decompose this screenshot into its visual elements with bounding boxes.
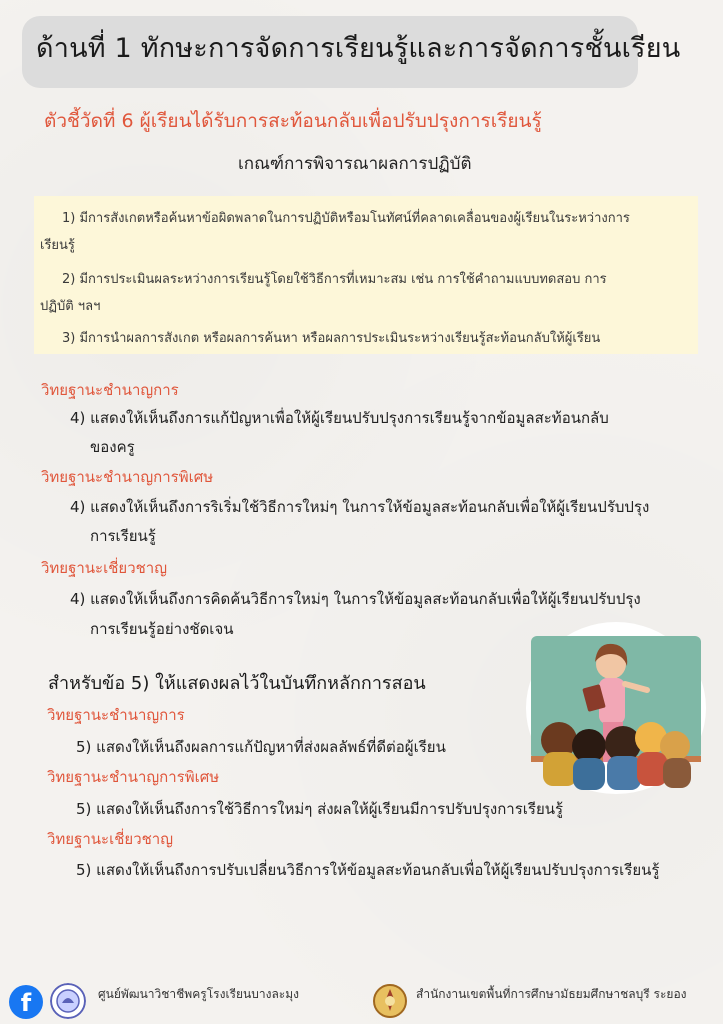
section4-item: การเรียนรู้ [90,527,156,545]
criteria-line: เรียนรู้ [40,238,75,253]
facebook-icon[interactable]: f [9,985,43,1019]
page-title: ด้านที่ 1 ทักษะการจัดการเรียนรู้และการจัดการชั้นเรียน [36,33,681,64]
school-seal-icon [50,983,86,1019]
teacher-classroom-illustration [525,620,707,796]
level-label-specialist: วิทยฐานะเชี่ยวชาญ [47,830,174,848]
level-label-specialist: วิทยฐานะเชี่ยวชาญ [41,559,168,577]
level-label-senior-expert: วิทยฐานะชำนาญการพิเศษ [47,768,220,786]
level-label-expert: วิทยฐานะชำนาญการ [41,381,179,399]
section5-note: สำหรับข้อ 5) ให้แสดงผลไว้ในบันทึกหลักการสอน [48,673,426,694]
footer-office-name: สำนักงานเขตพื้นที่การศึกษามัธยมศึกษาชลบุรี ระยอง [416,987,687,1001]
office-emblem-icon [372,983,408,1019]
level-label-senior-expert: วิทยฐานะชำนาญการพิเศษ [41,468,214,486]
section5-item: 5) แสดงให้เห็นถึงการใช้วิธีการใหม่ๆ ส่งผลให้ผู้เรียนมีการปรับปรุงการเรียนรู้ [76,800,564,818]
section5-item: 5) แสดงให้เห็นถึงการปรับเปลี่ยนวิธีการให้ข้อมูลสะท้อนกลับเพื่อให้ผู้เรียนปรับปรุงการเรียนรู้ [76,861,660,879]
criteria-heading: เกณฑ์การพิจารณาผลการปฏิบัติ [238,154,472,174]
section4-item: 4) แสดงให้เห็นถึงการแก้ปัญหาเพื่อให้ผู้เรียนปรับปรุงการเรียนรู้จากข้อมูลสะท้อนกลับ [70,409,609,427]
criteria-line: 3) มีการนำผลการสังเกต หรือผลการค้นหา หรือผลการประเมินระหว่างเรียนรู้สะท้อนกลับให้ผู้เรียน [62,331,601,346]
section4-item: 4) แสดงให้เห็นถึงการคิดค้นวิธีการใหม่ๆ ในการให้ข้อมูลสะท้อนกลับเพื่อให้ผู้เรียนปรับปรุง [70,590,641,608]
level-label-expert: วิทยฐานะชำนาญการ [47,706,185,724]
footer-center-name: ศูนย์พัฒนาวิชาชีพครูโรงเรียนบางละมุง [98,987,300,1001]
criteria-line: 2) มีการประเมินผลระหว่างการเรียนรู้โดยใช้วิธีการที่เหมาะสม เช่น การใช้คำถามแบบทดสอบ การ [62,272,607,287]
section5-item: 5) แสดงให้เห็นถึงผลการแก้ปัญหาที่ส่งผลลัพธ์ที่ดีต่อผู้เรียน [76,738,446,756]
criteria-line: ปฏิบัติ ฯลฯ [40,299,101,314]
indicator-heading: ตัวชี้วัดที่ 6 ผู้เรียนได้รับการสะท้อนกลับเพื่อปรับปรุงการเรียนรู้ [44,110,542,132]
section4-item: ของครู [90,438,135,456]
criteria-line: 1) มีการสังเกตหรือค้นหาข้อผิดพลาดในการปฏิบัติหรือมโนทัศน์ที่คลาดเคลื่อนของผู้เรียนในระหว่างการ [62,211,630,226]
section4-item: 4) แสดงให้เห็นถึงการริเริ่มใช้วิธีการใหม่ๆ ในการให้ข้อมูลสะท้อนกลับเพื่อให้ผู้เรียนปรับปรุง [70,498,650,516]
section4-item: การเรียนรู้อย่างชัดเจน [90,620,234,638]
